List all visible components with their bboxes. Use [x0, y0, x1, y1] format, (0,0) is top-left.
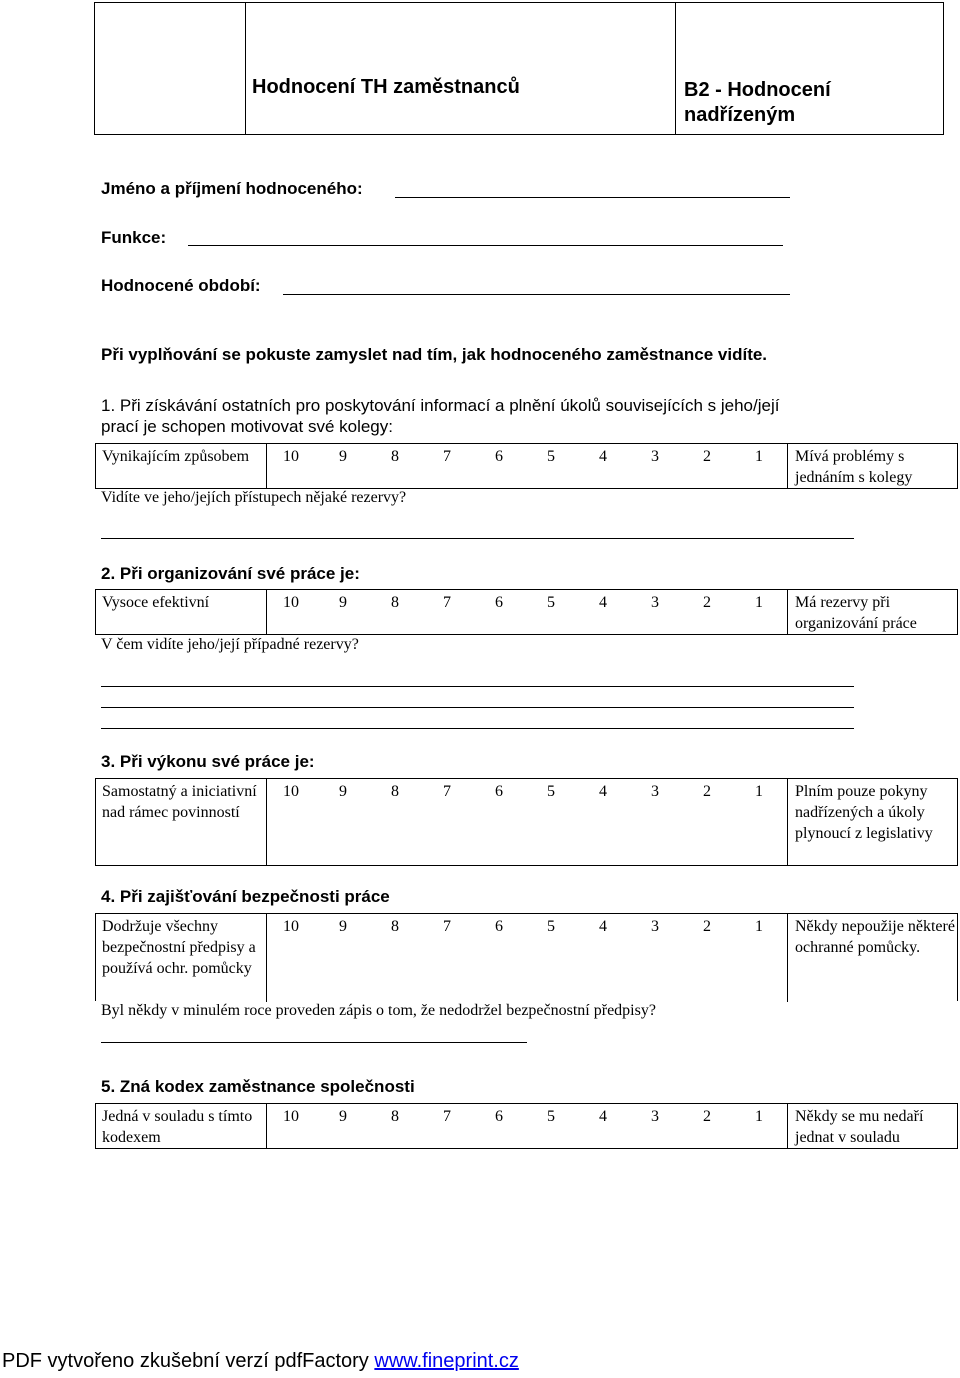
name-label: Jméno a příjmení hodnoceného:	[101, 179, 363, 198]
document-title: Hodnocení TH zaměstnanců	[252, 76, 520, 98]
rating-option[interactable]: 7	[443, 918, 451, 935]
rating-option[interactable]: 5	[547, 918, 555, 935]
rating-table-1	[95, 443, 958, 489]
rating-option[interactable]: 8	[391, 594, 399, 611]
rating-table-3	[95, 778, 958, 866]
rating-option[interactable]: 1	[755, 918, 763, 935]
rating-option[interactable]: 1	[755, 594, 763, 611]
rating-option[interactable]: 2	[703, 918, 711, 935]
rating-right-label: Mívá problémy s jednáním s kolegy	[795, 448, 913, 486]
answer-line[interactable]	[101, 1042, 527, 1043]
rating-option[interactable]: 3	[651, 1108, 659, 1125]
answer-line[interactable]	[101, 707, 854, 708]
rating-option[interactable]: 8	[391, 918, 399, 935]
rating-option[interactable]: 6	[495, 1108, 503, 1125]
rating-left-label: Dodržuje všechny bezpečnostní předpisy a používá ochr. pomůcky	[102, 918, 256, 977]
section-2-question: V čem vidíte jeho/její případné rezervy?	[101, 636, 359, 653]
rating-left-label: Vynikajícím způsobem	[102, 448, 250, 465]
rating-option[interactable]: 5	[547, 1108, 555, 1125]
rating-option[interactable]: 6	[495, 783, 503, 800]
rating-option[interactable]: 9	[339, 448, 347, 465]
rating-option[interactable]: 10	[283, 594, 299, 611]
rating-option[interactable]: 4	[599, 918, 607, 935]
footer-text: PDF vytvořeno zkušební verzí pdfFactory	[2, 1350, 375, 1372]
name-field-line[interactable]	[395, 197, 790, 198]
rating-option[interactable]: 2	[703, 1108, 711, 1125]
rating-option[interactable]: 5	[547, 448, 555, 465]
answer-line[interactable]	[101, 538, 854, 539]
rating-option[interactable]: 8	[391, 783, 399, 800]
rating-option[interactable]: 3	[651, 918, 659, 935]
rating-option[interactable]: 4	[599, 448, 607, 465]
rating-left-label: Jedná v souladu s tímto kodexem	[102, 1108, 253, 1146]
section-5-title: 5. Zná kodex zaměstnance společnosti	[101, 1077, 415, 1096]
rating-option[interactable]: 3	[651, 594, 659, 611]
rating-option[interactable]: 2	[703, 594, 711, 611]
rating-option[interactable]: 7	[443, 783, 451, 800]
pdf-footer	[2, 1350, 519, 1373]
header-divider	[675, 3, 676, 134]
rating-option[interactable]: 1	[755, 448, 763, 465]
section-2-title: 2. Při organizování své práce je:	[101, 564, 360, 583]
rating-option[interactable]: 10	[283, 448, 299, 465]
rating-option[interactable]: 5	[547, 783, 555, 800]
period-field-line[interactable]	[283, 294, 790, 295]
intro-text: Při vyplňování se pokuste zamyslet nad tím, jak hodnoceného zaměstnance vidíte.	[101, 345, 768, 364]
rating-option[interactable]: 2	[703, 783, 711, 800]
rating-option[interactable]: 10	[283, 1108, 299, 1125]
section-4-title: 4. Při zajišťování bezpečnosti práce	[101, 887, 390, 906]
rating-option[interactable]: 5	[547, 594, 555, 611]
section-1-title: 1. Při získávání ostatních pro poskytování informací a plnění úkolů souvisejících s jeho/její prací je schopen motivovat své kolegy:	[101, 396, 780, 436]
answer-line[interactable]	[101, 686, 854, 687]
function-field-line[interactable]	[188, 245, 783, 246]
rating-option[interactable]: 9	[339, 1108, 347, 1125]
rating-option[interactable]: 7	[443, 594, 451, 611]
rating-option[interactable]: 4	[599, 594, 607, 611]
header-divider	[245, 3, 246, 134]
rating-option[interactable]: 7	[443, 1108, 451, 1125]
rating-left-label: Vysoce efektivní	[102, 594, 210, 611]
rating-option[interactable]: 9	[339, 918, 347, 935]
fineprint-link[interactable]: www.fineprint.cz	[374, 1350, 519, 1372]
rating-option[interactable]: 6	[495, 918, 503, 935]
rating-option[interactable]: 7	[443, 448, 451, 465]
rating-left-label: Samostatný a iniciativní nad rámec povinností	[102, 783, 257, 821]
rating-option[interactable]: 10	[283, 783, 299, 800]
function-label: Funkce:	[101, 228, 167, 247]
rating-table-5	[95, 1103, 958, 1149]
rating-option[interactable]: 8	[391, 448, 399, 465]
rating-option[interactable]: 3	[651, 783, 659, 800]
rating-option[interactable]: 6	[495, 448, 503, 465]
rating-option[interactable]: 4	[599, 1108, 607, 1125]
section-4-question: Byl někdy v minulém roce proveden zápis o tom, že nedodržel bezpečnostní předpisy?	[101, 1002, 656, 1019]
rating-option[interactable]: 9	[339, 594, 347, 611]
rating-option[interactable]: 6	[495, 594, 503, 611]
rating-option[interactable]: 9	[339, 783, 347, 800]
rating-option[interactable]: 4	[599, 783, 607, 800]
rating-option[interactable]: 1	[755, 783, 763, 800]
rating-table-4	[95, 913, 958, 1001]
rating-right-label: Někdy se mu nedaří jednat v souladu	[795, 1108, 924, 1146]
rating-option[interactable]: 10	[283, 918, 299, 935]
rating-option[interactable]: 2	[703, 448, 711, 465]
rating-option[interactable]: 3	[651, 448, 659, 465]
document-subtitle: B2 - Hodnocení nadřízeným	[684, 79, 831, 126]
rating-right-label: Plním pouze pokyny nadřízených a úkoly plynoucí z legislativy	[795, 783, 933, 842]
section-3-title: 3. Při výkonu své práce je:	[101, 752, 315, 771]
rating-option[interactable]: 8	[391, 1108, 399, 1125]
rating-option[interactable]: 1	[755, 1108, 763, 1125]
rating-right-label: Někdy nepoužije některé ochranné pomůcky.	[795, 918, 955, 956]
rating-right-label: Má rezervy při organizování práce	[795, 594, 917, 632]
answer-line[interactable]	[101, 728, 854, 729]
section-1-question: Vidíte ve jeho/jejích přístupech nějaké rezervy?	[101, 489, 407, 506]
period-label: Hodnocené období:	[101, 276, 261, 295]
rating-table-2	[95, 589, 958, 635]
